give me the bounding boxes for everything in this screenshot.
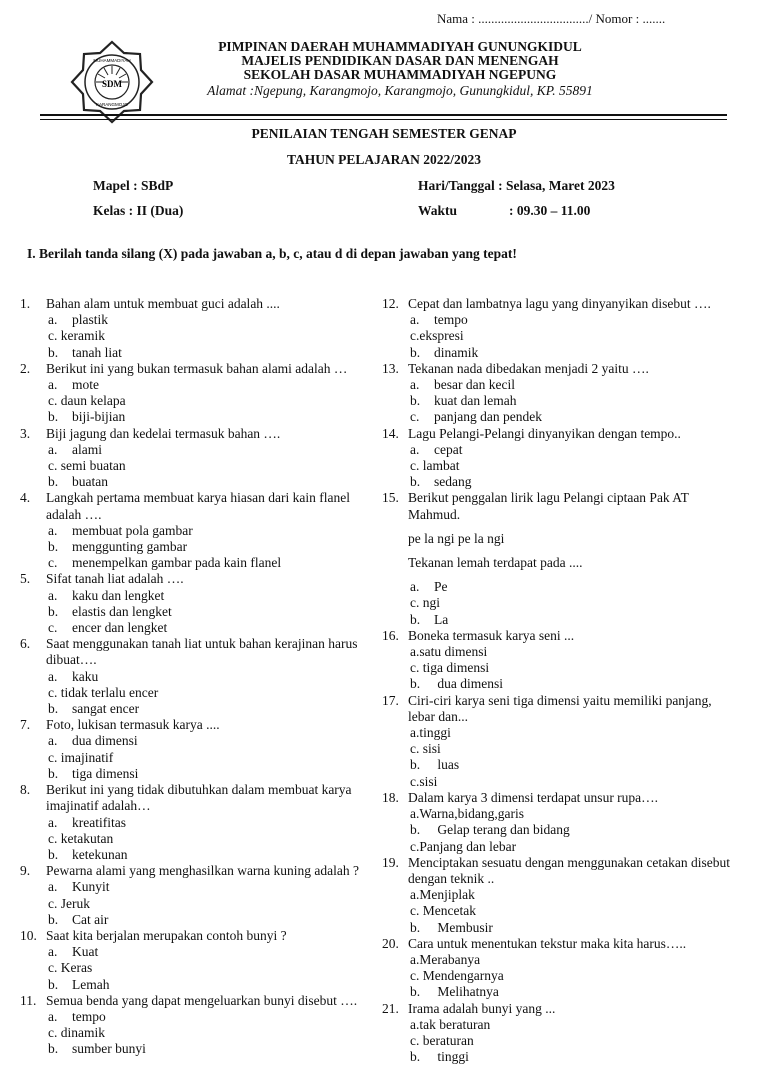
question-row [20,928,370,944]
question-number: 20. [382,935,399,951]
answer-option[interactable] [410,822,592,838]
answer-option[interactable] [410,377,592,393]
answer-option[interactable] [410,312,592,328]
question-row [382,790,742,806]
header-divider-thick [40,114,727,116]
option-spacer [592,822,742,838]
question-number: 13. [382,360,399,376]
option-letter: a. [410,377,420,393]
answer-option[interactable]: c. dinamik [48,1025,105,1041]
answer-option[interactable] [48,977,234,993]
answer-option[interactable]: c. Jeruk [48,895,90,911]
answer-option[interactable] [410,676,592,692]
question-item [20,993,370,1058]
answer-option[interactable]: c. daun kelapa [48,393,126,409]
question-number: 7. [20,717,31,733]
answer-option[interactable]: c. semi buatan [48,458,126,474]
answer-option[interactable] [48,474,234,490]
question-row [20,296,370,312]
option-letter: a. [48,441,58,457]
answer-option[interactable]: c. tiga dimensi [410,660,490,676]
question-number: 2. [20,360,31,376]
answer-option[interactable] [48,345,234,361]
question-item [382,426,742,491]
option-text: tiga dimensi [72,765,139,781]
question-item [20,928,370,993]
question-text: Berikut penggalan lirik lagu Pelangi ciptaan Pak AT Mahmud. [408,490,689,522]
option-letter: b. [48,539,59,555]
question-number: 1. [20,296,31,311]
question-number: 21. [382,1000,399,1016]
option-letter: a. [48,668,58,684]
option-letter: c. [48,555,58,571]
answer-option[interactable] [48,312,234,328]
option-letter: b. [410,822,421,838]
option-text: tanah liat [72,344,122,360]
question-item [382,936,742,1001]
answer-option[interactable]: c. ngi [410,595,440,611]
option-text: dua dimensi [72,733,138,749]
question-text: Biji jagung dan kedelai termasuk bahan …. [46,425,281,441]
option-letter: b. [48,701,59,717]
question-item [382,790,742,855]
school-logo [64,40,160,124]
option-text: alami [72,441,102,457]
answer-options [20,669,370,718]
spacer [382,547,742,555]
option-letter: a. [48,587,58,603]
question-item [20,490,370,571]
answer-option[interactable] [48,912,234,928]
option-letter: b. [48,1041,59,1057]
question-item [382,296,742,361]
questions-right-column [382,296,742,1065]
header-line-2: MAJELIS PENDIDIKAN DASAR DAN MENENGAH [241,53,559,68]
option-text: plastik [72,312,108,328]
answer-option[interactable]: c. tidak terlalu encer [48,684,159,700]
answer-option[interactable]: c.ekspresi [410,328,464,344]
option-letter: b. [410,393,421,409]
question-row [20,490,370,522]
option-text: buatan [72,474,108,490]
option-letter: b. [48,474,59,490]
answer-option[interactable] [48,766,234,782]
school-address: Alamat :Ngepung, Karangmojo, Karangmojo, Gunungkidul, KP. 55891 [207,83,593,98]
answer-option[interactable]: a.Menjiplak [410,887,475,903]
question-text: Saat kita berjalan merupakan contoh bunyi ? [46,927,287,943]
option-letter: a. [48,879,58,895]
option-text: dinamik [434,344,479,360]
option-letter: b. [48,765,59,781]
question-item [20,296,370,361]
option-letter: a. [48,312,58,328]
answer-option[interactable]: c. Mencetak [410,903,476,919]
answer-option[interactable]: c. lambat [410,458,460,474]
answer-options [382,952,742,1001]
answer-option[interactable]: c. sisi [410,741,441,757]
option-letter: b. [410,919,421,935]
option-letter: b. [48,846,59,862]
option-letter: b. [410,344,421,360]
answer-option[interactable] [48,588,234,604]
school-year: TAHUN PELAJARAN 2022/2023 [286,152,481,167]
question-text: Lagu Pelangi-Pelangi dinyanyikan dengan tempo.. [408,425,681,441]
question-item [20,782,370,863]
answer-option[interactable] [410,920,592,936]
answer-option[interactable] [410,984,592,1000]
option-text: tempo [434,312,468,328]
question-row [382,693,742,725]
answer-option[interactable]: a.tinggi [410,725,451,741]
answer-options [20,944,370,993]
question-row [382,936,742,952]
question-item [20,361,370,426]
question-text: Cepat dan lambatnya lagu yang dinyanyikan disebut …. [408,296,711,311]
question-row [20,426,370,442]
answer-option[interactable]: c. Mendengarnya [410,968,504,984]
answer-option[interactable] [48,442,234,458]
option-letter: c. [410,409,420,425]
question-item [20,426,370,491]
answer-option[interactable] [48,377,234,393]
question-extra-text: Tekanan lemah terdapat pada .... [408,555,583,571]
option-text: ketekunan [72,846,128,862]
questions-left-column [20,296,370,1058]
answer-option[interactable] [48,879,234,895]
answer-option[interactable]: a.Warna,bidang,garis [410,806,524,822]
option-text: membuat pola gambar [72,522,193,538]
option-text: menempelkan gambar pada kain flanel [72,555,282,571]
question-number: 14. [382,425,399,441]
question-row [20,863,370,879]
answer-option[interactable] [410,442,592,458]
option-letter: a. [410,579,420,595]
question-number: 8. [20,782,31,798]
question-row [20,993,370,1009]
option-letter: b. [48,409,59,425]
svg-text:MUHAMMADIYAH: MUHAMMADIYAH [93,58,131,63]
answer-option[interactable] [410,757,592,773]
option-letter: a. [48,1008,58,1024]
answer-options [20,815,370,864]
question-text: Bahan alam untuk membuat guci adalah .... [46,296,280,311]
option-spacer [592,377,742,393]
option-letter: a. [48,377,58,393]
answer-option[interactable] [48,815,234,831]
question-text: Berikut ini yang tidak dibutuhkan dalam membuat karya imajinatif adalah… [46,782,352,814]
option-text: besar dan kecil [434,377,515,393]
answer-options [20,442,370,491]
option-letter: a. [48,814,58,830]
time-value: : 09.30 – 11.00 [509,203,591,218]
option-text: panjang dan pendek [434,409,542,425]
question-text: Langkah pertama membuat karya hiasan dari kain flanel adalah …. [46,490,350,522]
answer-option[interactable] [48,701,234,717]
option-text: luas [434,757,460,773]
answer-option[interactable] [48,1009,234,1025]
option-text: Kunyit [72,879,110,895]
answer-option[interactable]: c. beraturan [410,1032,474,1048]
question-item [382,693,742,790]
option-letter: a. [410,312,420,328]
header-line-3: SEKOLAH DASAR MUHAMMADIYAH NGEPUNG [243,67,557,82]
question-item [382,628,742,693]
question-number: 18. [382,789,399,805]
spacer [382,523,742,531]
answer-options [20,312,370,361]
question-text: Pewarna alami yang menghasilkan warna kuning adalah ? [46,863,360,879]
question-item [382,1001,742,1065]
option-text: Kuat [72,944,99,960]
answer-option[interactable] [48,539,234,555]
option-text: Cat air [72,911,109,927]
question-number: 17. [382,692,399,708]
question-text: Foto, lukisan termasuk karya .... [46,717,220,733]
class-info: Kelas : II (Dua) [93,203,184,218]
question-row [382,1001,742,1017]
answer-options [20,879,370,928]
answer-options [382,644,742,693]
answer-option[interactable]: c. imajinatif [48,749,114,765]
question-item [382,361,742,426]
question-number: 9. [20,863,31,879]
option-letter: a. [410,441,420,457]
question-item [20,571,370,636]
question-row [382,490,742,522]
option-spacer [592,393,742,409]
answer-options [20,733,370,782]
answer-option[interactable] [410,393,592,409]
question-number: 4. [20,490,31,506]
answer-option[interactable] [410,409,592,425]
answer-option[interactable] [48,733,234,749]
answer-options [382,887,742,936]
answer-option[interactable]: c.sisi [410,773,438,789]
option-letter: c. [48,620,58,636]
question-row [20,782,370,814]
answer-option[interactable] [48,1041,234,1057]
svg-text:KARANGMOJO: KARANGMOJO [95,102,129,107]
question-number: 15. [382,490,399,506]
option-text: tinggi [434,1049,469,1065]
question-item [382,855,742,936]
question-text: Irama adalah bunyi yang ... [408,1000,556,1016]
question-text: Tekanan nada dibedakan menjadi 2 yaitu …. [408,360,649,376]
question-row [382,855,742,887]
answer-option[interactable] [48,604,234,620]
question-text: Saat menggunakan tanah liat untuk bahan kerajinan harus dibuat…. [46,636,358,668]
option-text: kaku dan lengket [72,587,165,603]
spacer [382,571,742,579]
question-item [20,636,370,717]
answer-option[interactable]: a.tak beraturan [410,1016,491,1032]
question-row [20,361,370,377]
question-number: 16. [382,627,399,643]
option-letter: b. [410,676,421,692]
question-number: 6. [20,636,31,652]
option-letter: b. [410,611,421,627]
question-item [382,490,742,627]
question-number: 11. [20,992,37,1008]
answer-option[interactable]: c.Panjang dan lebar [410,838,517,854]
answer-option[interactable]: a.Merabanya [410,951,481,967]
answer-option[interactable] [48,620,234,636]
answer-option[interactable] [410,474,592,490]
date-info: Hari/Tanggal : Selasa, Maret 2023 [418,178,615,193]
question-number: 10. [20,927,37,943]
answer-options [20,377,370,426]
svg-text:SDM: SDM [102,79,122,89]
question-number: 12. [382,296,399,311]
option-spacer [592,806,742,822]
option-text: menggunting gambar [72,539,188,555]
option-text: cepat [434,441,463,457]
option-text: sangat encer [72,701,140,717]
option-letter: b. [410,474,421,490]
answer-options [382,579,742,628]
answer-option[interactable]: c. Keras [48,960,93,976]
answer-options [382,725,742,790]
option-text: Gelap terang dan bidang [434,822,570,838]
option-text: sedang [434,474,472,490]
option-text: kreatifitas [72,814,126,830]
option-text: Pe [434,579,448,595]
question-number: 3. [20,425,31,441]
name-number-field: Nama : ................................../ Nomor : ....... [437,11,666,26]
option-letter: b. [410,1049,421,1065]
question-number: 19. [382,854,399,870]
option-letter: a. [48,522,58,538]
answer-options [20,1009,370,1058]
answer-options [382,442,742,491]
option-letter: b. [48,976,59,992]
question-text: Semua benda yang dapat mengeluarkan bunyi disebut …. [46,992,358,1008]
question-row [382,628,742,644]
option-text: biji-bijian [72,409,126,425]
subject-info: Mapel : SBdP [93,178,174,193]
answer-options [382,806,742,855]
option-text: elastis dan lengket [72,603,172,619]
question-row [382,296,742,312]
time-label: Waktu [418,203,458,218]
option-text: Lemah [72,976,110,992]
answer-option[interactable] [410,345,592,361]
question-row [20,717,370,733]
answer-options [20,523,370,572]
question-text: Berikut ini yang bukan termasuk bahan alami adalah … [46,360,348,376]
question-row [20,636,370,668]
answer-option[interactable] [48,669,234,685]
question-text: Cara untuk menentukan tekstur maka kita harus….. [408,935,687,951]
option-letter: b. [48,344,59,360]
question-text: Menciptakan sesuatu dengan menggunakan cetakan disebut dengan teknik .. [408,854,731,886]
option-text: kuat dan lemah [434,393,517,409]
answer-options [20,588,370,637]
option-text: Membusir [434,919,493,935]
answer-option[interactable] [48,523,234,539]
option-letter: b. [410,757,421,773]
option-text: Melihatnya [434,984,499,1000]
option-text: tempo [72,1008,106,1024]
question-text: Ciri-ciri karya seni tiga dimensi yaitu memiliki panjang, lebar dan... [408,692,712,724]
option-text: encer dan lengket [72,620,168,636]
question-text: Boneka termasuk karya seni ... [408,627,575,643]
answer-option[interactable] [410,1049,592,1065]
answer-option[interactable] [48,555,282,571]
option-text: kaku [72,668,99,684]
header-line-1: PIMPINAN DAERAH MUHAMMADIYAH GUNUNGKIDUL [218,39,582,54]
instruction: I. Berilah tanda silang (X) pada jawaban a, b, c, atau d di depan jawaban yang tepat! [27,246,517,261]
answer-options [382,312,742,361]
answer-option[interactable] [48,409,234,425]
answer-option[interactable]: c. ketakutan [48,830,114,846]
exam-title: PENILAIAN TENGAH SEMESTER GENAP [251,126,517,141]
answer-option[interactable]: c. keramik [48,328,105,344]
answer-option[interactable] [410,579,592,595]
question-number: 5. [20,571,31,587]
answer-options [382,377,742,426]
question-item [20,863,370,928]
question-extra-text: pe la ngi pe la ngi [408,530,505,546]
option-text: mote [72,377,99,393]
answer-option[interactable]: a.satu dimensi [410,644,488,660]
option-text: dua dimensi [434,676,503,692]
header-divider-thin [40,119,727,120]
question-text: Sifat tanah liat adalah …. [46,571,184,587]
question-text: Dalam karya 3 dimensi terdapat unsur rupa…. [408,789,659,805]
question-row [382,426,742,442]
option-spacer [592,757,742,773]
option-letter: a. [48,733,58,749]
option-text: sumber bunyi [72,1041,146,1057]
question-item [20,717,370,782]
answer-option[interactable] [48,944,234,960]
question-row [20,571,370,587]
option-letter: a. [48,944,58,960]
option-letter: b. [410,984,421,1000]
option-letter: b. [48,603,59,619]
option-text: La [434,611,449,627]
answer-option[interactable] [410,612,592,628]
answer-option[interactable] [48,847,234,863]
question-row [382,361,742,377]
option-letter: b. [48,911,59,927]
